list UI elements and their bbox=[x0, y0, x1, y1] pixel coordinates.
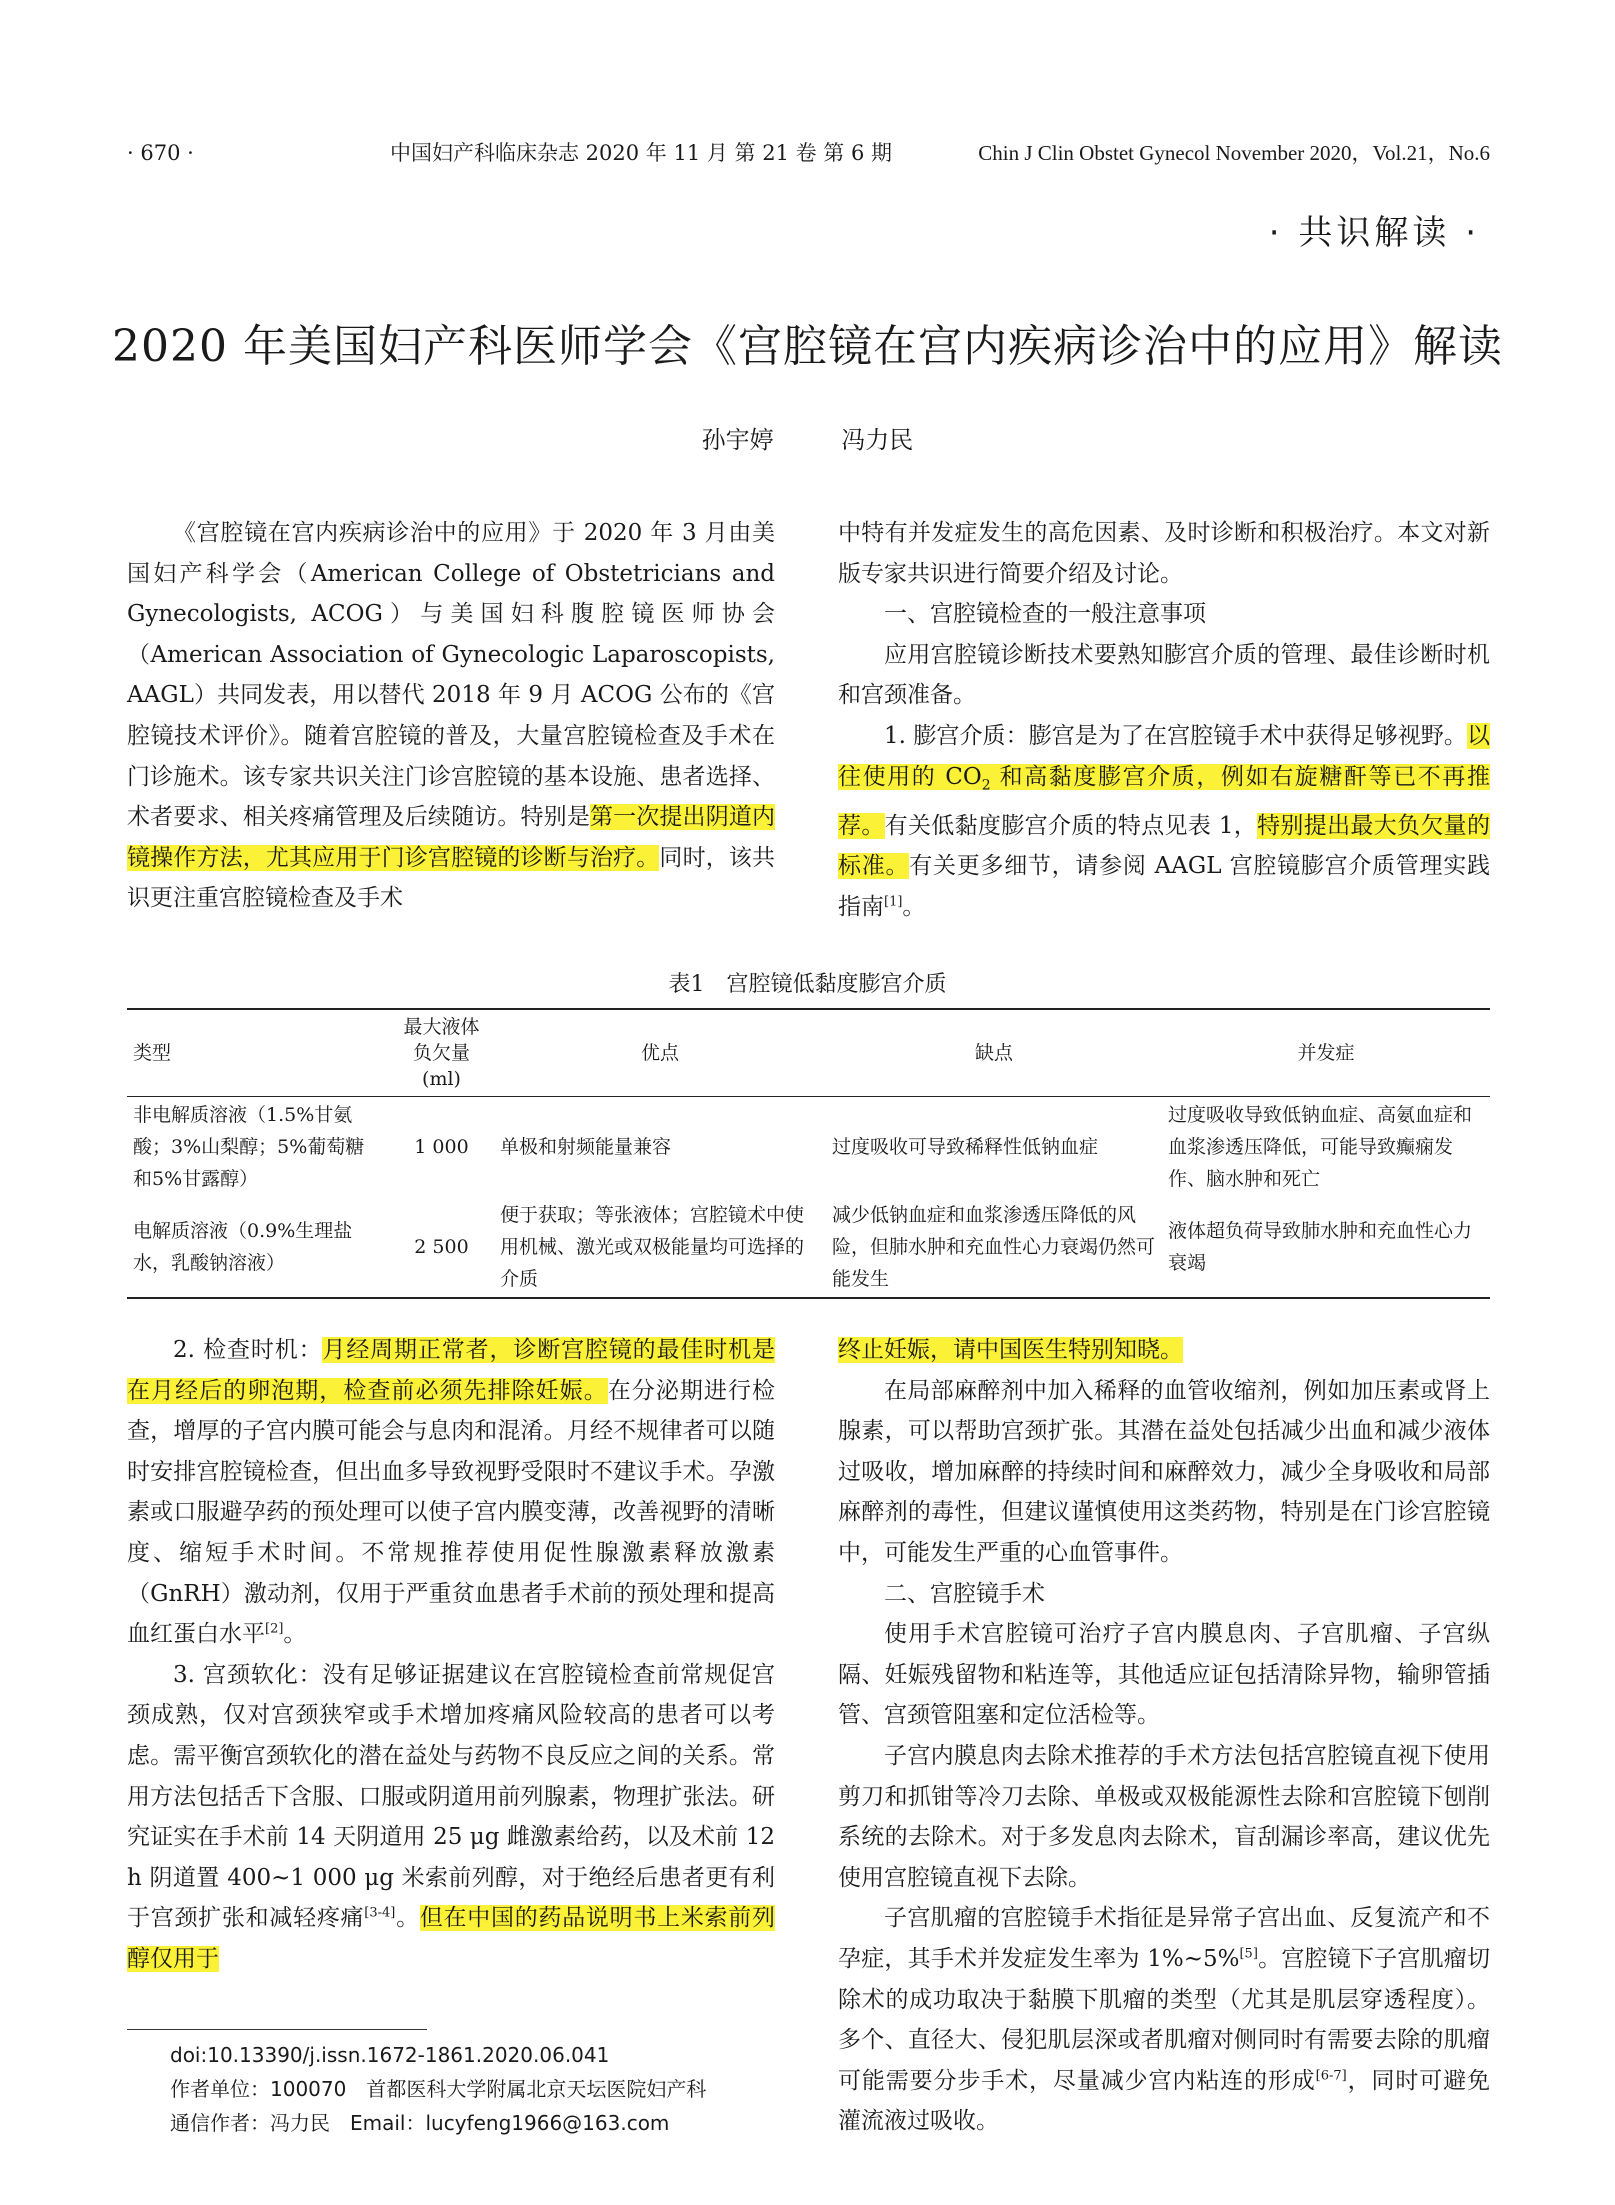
table-cell: 2 500 bbox=[389, 1197, 494, 1298]
paragraph-text: 。宫腔镜下子宫肌瘤切除术的成功取决于黏膜下肌瘤的类型（尤其是肌层穿透程度）。多个、直径大、侵犯肌层深或者肌瘤对侧同时有需要去除的肌瘤可能需要分步手术，尽量减少宫内粘连的形成 bbox=[838, 1945, 1490, 2094]
table-cell: 减少低钠血症和血浆渗透压降低的风险，但肺水肿和充血性心力衰竭仍然可能发生 bbox=[826, 1197, 1162, 1298]
table-cell: 过度吸收可导致稀释性低钠血症 bbox=[832, 1136, 1099, 1158]
highlighted-text: 特别提出最大负欠量的标准。 bbox=[838, 812, 1491, 880]
highlighted-text: 终止妊娠，请中国医生特别知晓。 bbox=[838, 1337, 1183, 1363]
table-header-row bbox=[127, 1009, 1490, 1097]
author-affiliation: 作者单位：100070 首都医科大学附属北京天坛医院妇产科 bbox=[170, 2077, 707, 2101]
section-heading-2: 二、宫腔镜手术 bbox=[884, 1580, 1045, 1607]
col-header: 并发症 bbox=[1162, 1009, 1490, 1097]
table-caption: 表1 宫腔镜低黏度膨宫介质 bbox=[668, 972, 947, 997]
intro-paragraph-cont: 中特有并发症发生的高危因素、及时诊断和积极治疗。本文对新版专家共识进行简要介绍及讨论。 bbox=[838, 520, 1490, 587]
table-cell: 便于获取；等张液体；宫腔镜术中使用机械、激光或双极能量均可选择的介质 bbox=[494, 1197, 826, 1298]
section-1-paragraph: 应用宫腔镜诊断技术要熟知膨宫介质的管理、最佳诊断时机和宫颈准备。 bbox=[838, 641, 1490, 709]
paragraph-text: 有关低黏度膨宫介质的特点见表 1， bbox=[884, 812, 1258, 839]
page-number: · 670 · bbox=[127, 141, 194, 165]
table-row bbox=[127, 1197, 1490, 1298]
intro-right-column bbox=[838, 513, 1490, 928]
intro-paragraph bbox=[127, 513, 775, 919]
timing-paragraph: 2. 检查时机：月经周期正常者，诊断宫腔镜的最佳时机是在月经后的卵泡期，检查前必须先排除妊娠。在分泌期进行检查，增厚的子宫内膜可能会与息肉和混淆。月经不规律者可以随时安排宫腔镜检查，但出血多导致视野受限时不建议手术。孕激素或口服避孕药的预处理可以使子宫内膜变薄，改善视野的清晰度、缩短手术时间。不常规推荐使用促性腺激素释放激素（GnRH）激动剂，仅用于严重贫血患者手术前的预处理和提高血红蛋白水平[2]。 bbox=[127, 1337, 776, 1648]
paragraph-text: 2. 检查时机： bbox=[173, 1337, 323, 1363]
highlighted-text: 以往使用的 $CO_2$ 和高黏度膨宫介质，例如右旋糖酐等已不再推荐。 bbox=[838, 722, 1490, 839]
intro-text: 《宫腔镜在宫内疾病诊治中的应用》于 2020 年 3 月由美国妇产科学会（American College of Obstetricians and Gynecologists, ACOG）与美国妇科腹腔镜医师协会（American Association of Gynecologic Laparoscopists, AAGL）共同发表，用以替代 2018 年 9 月 ACOG 公布的《宫腔镜技术评价》。随着宫腔镜的普及，大量宫腔镜检查及手术在门诊施术。该专家共识关注门诊宫腔镜的基本设施、患者选择、术者要求、相关疼痛管理及后续随访。特别是 bbox=[127, 520, 775, 831]
surgery-paragraph: 使用手术宫腔镜可治疗子宫内膜息肉、子宫肌瘤、子宫纵隔、妊娠残留物和粘连等，其他适应证包括清除异物，输卵管插管、宫颈管阻塞和定位活检等。 bbox=[838, 1621, 1490, 1729]
highlighted-text: 第一次提出阴道内镜操作方法，尤其应用于门诊宫腔镜的诊断与治疗。 bbox=[127, 804, 776, 871]
continued-paragraph bbox=[838, 1330, 1490, 1371]
col-header: 最大液体负欠量(ml) bbox=[389, 1009, 494, 1097]
paragraph-text: 子宫肌瘤的宫腔镜手术指征是异常子宫出血、反复流产和不孕症，其手术并发症发生率为 1%~5% bbox=[838, 1905, 1490, 1972]
highlighted-text: 月经周期正常者，诊断宫腔镜的最佳时机是在月经后的卵泡期，检查前必须先排除妊娠。 bbox=[127, 1337, 776, 1404]
citation: [2] bbox=[265, 1621, 284, 1637]
col-header: 类型 bbox=[127, 1009, 389, 1097]
intro-left-column bbox=[127, 513, 775, 919]
paragraph-text: 在分泌期进行检查，增厚的子宫内膜可能会与息肉和混淆。月经不规律者可以随时安排宫腔镜检查，但出血多导致视野受限时不建议手术。孕激素或口服避孕药的预处理可以使子宫内膜变薄，改善视野的清晰度、缩短手术时间。不常规推荐使用促性腺激素释放激素（GnRH）激动剂，仅用于严重贫血患者手术前的预处理和提高血红蛋白水平 bbox=[127, 1377, 776, 1648]
citation: [1] bbox=[884, 894, 903, 910]
highlighted-text: 但在中国的药品说明书上米索前列醇仅用于 bbox=[127, 1905, 776, 1972]
section-tag: · 共识解读 · bbox=[1268, 213, 1480, 253]
col-header: 优点 bbox=[494, 1009, 826, 1097]
cervical-softening-paragraph: 3. 宫颈软化：没有足够证据建议在宫腔镜检查前常规促宫颈成熟，仅对宫颈狭窄或手术增加疼痛风险较高的患者可以考虑。需平衡宫颈软化的潜在益处与药物不良反应之间的关系。常用方法包括舌下含服、口服或阴道用前列腺素，物理扩张法。研究证实在手术前 14 天阴道用 25 μg 雌激素给药，以及术前 12 h 阴道置 400~1 000 μg 米索前列醇，对于绝经后患者更有利于宫颈扩张和减轻疼痛[3-4]。但在中国的药品说明书上米索前列醇仅用于 bbox=[127, 1661, 776, 1972]
section-heading-1: 一、宫腔镜检查的一般注意事项 bbox=[884, 601, 1206, 628]
table-cell: 过度吸收导致低钠血症、高氨血症和血浆渗透压降低，可能导致癫痫发作、脑水肿和死亡 bbox=[1168, 1104, 1473, 1190]
table-row bbox=[127, 1097, 1490, 1198]
paragraph-text: 3. 宫颈软化：没有足够证据建议在宫腔镜检查前常规促宫颈成熟，仅对宫颈狭窄或手术增加疼痛风险较高的患者可以考虑。需平衡宫颈软化的潜在益处与药物不良反应之间的关系。常用方法包括舌下含服、口服或阴道用前列腺素，物理扩张法。研究证实在手术前 14 天阴道用 25 μg 雌激素给药，以及术前 12 h 阴道置 400~1 000 μg 米索前列醇，对于绝经后患者更有利于宫颈扩张和减轻疼痛 bbox=[127, 1661, 775, 1932]
paragraph-text: 有关更多细节，请参阅 AAGL 宫腔镜膨宫介质管理实践指南 bbox=[838, 853, 1491, 920]
footnote-divider bbox=[127, 2029, 427, 2030]
authors: 孙宇婷 冯力民 bbox=[701, 426, 914, 454]
table-cell: 单极和射频能量兼容 bbox=[500, 1136, 672, 1158]
correspondence: 通信作者：冯力民 Email：lucyfeng1966@163.com bbox=[170, 2111, 670, 2135]
journal-title-cn: 中国妇产科临床杂志 2020 年 11 月 第 21 卷 第 6 期 bbox=[390, 141, 892, 165]
citation: [3-4] bbox=[364, 1905, 396, 1921]
citation: [5] bbox=[1239, 1946, 1258, 1962]
intro-text-cont: 同时，该共识更注重宫腔镜检查及手术 bbox=[127, 844, 776, 912]
footnotes bbox=[170, 2038, 706, 2140]
table-cell: 液体超负荷导致肺水肿和充血性心力衰竭 bbox=[1162, 1197, 1490, 1298]
table-cell: 1 000 bbox=[414, 1136, 469, 1158]
distension-media-paragraph: 1. 膨宫介质：膨宫是为了在宫腔镜手术中获得足够视野。以往使用的 $CO_2$ 和高黏度膨宫介质，例如右旋糖酐等已不再推荐。有关低黏度膨宫介质的特点见表 1，特别提出最大负欠量的标准。有关更多细节，请参阅 AAGL 宫腔镜膨宫介质管理实践指南[1]。 bbox=[838, 722, 1491, 920]
polyp-paragraph: 子宫内膜息肉去除术推荐的手术方法包括宫腔镜直视下使用剪刀和抓钳等冷刀去除、单极或双极能源性去除和宫腔镜下刨削系统的去除术。对于多发息肉去除术，盲刮漏诊率高，建议优先使用宫腔镜直视下去除。 bbox=[838, 1742, 1490, 1891]
distension-media-table bbox=[127, 1008, 1490, 1299]
paragraph-text: 1. 膨宫介质：膨宫是为了在宫腔镜手术中获得足够视野。 bbox=[884, 722, 1467, 749]
body-right-column bbox=[838, 1330, 1490, 2142]
doi: doi:10.13390/j.issn.1672-1861.2020.06.041 bbox=[170, 2043, 610, 2067]
paragraph-text: ，同时可避免灌流液过吸收。 bbox=[838, 2067, 1491, 2135]
article-title: 2020 年美国妇产科医师学会《宫腔镜在宫内疾病诊治中的应用》解读 bbox=[112, 321, 1503, 372]
table-cell: 非电解质溶液（1.5%甘氨酸；3%山梨醇；5%葡萄糖和5%甘露醇） bbox=[133, 1104, 365, 1190]
table-cell: 电解质溶液（0.9%生理盐水，乳酸钠溶液） bbox=[127, 1197, 389, 1298]
anesthesia-paragraph: 在局部麻醉剂中加入稀释的血管收缩剂，例如加压素或肾上腺素，可以帮助宫颈扩张。其潜在益处包括减少出血和减少液体过吸收，增加麻醉的持续时间和麻醉效力，减少全身吸收和局部麻醉剂的毒性，但建议谨慎使用这类药物，特别是在门诊宫腔镜中，可能发生严重的心血管事件。 bbox=[838, 1377, 1490, 1566]
body-left-column bbox=[127, 1330, 775, 1980]
myoma-paragraph bbox=[838, 1898, 1490, 2142]
col-header: 缺点 bbox=[826, 1009, 1162, 1097]
journal-title-en: Chin J Clin Obstet Gynecol November 2020，Vol.21，No.6 bbox=[978, 141, 1490, 165]
citation: [6-7] bbox=[1315, 2068, 1347, 2084]
